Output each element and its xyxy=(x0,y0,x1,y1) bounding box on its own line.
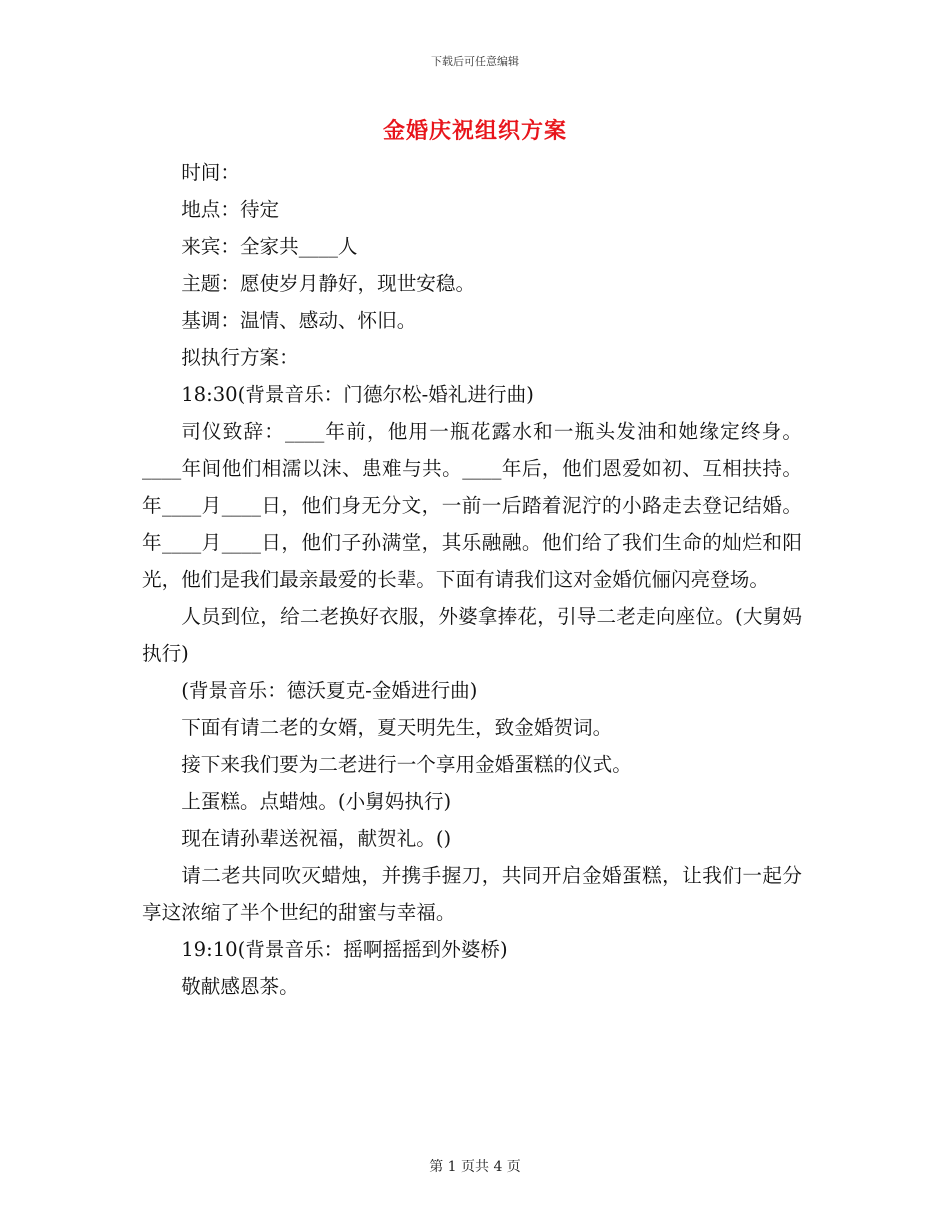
paragraph-dvorak-music: (背景音乐：德沃夏克-金婚进行曲) xyxy=(181,679,478,702)
paragraph-grandchildren-blessings: 现在请孙辈送祝福，献贺礼。() xyxy=(181,827,452,850)
paragraph-cut-cake: 请二老共同吹灭蜡烛，并携手握刀，共同开启金婚蛋糕，让我们一起分享这浓缩了半个世纪的甜蜜与幸福。 xyxy=(142,864,802,924)
paragraph-location: 地点：待定 xyxy=(181,198,280,221)
paragraph-host-speech: 司仪致辞：____年前，他用一瓶花露水和一瓶头发油和她缘定终身。____年间他们相濡以沫、患难与共。____年后，他们恩爱如初、互相扶持。年____月____日，他们身无分文，一前一后踏着泥泞的小路走去登记结婚。年____月____日，他们子孙满堂，其乐融融。他们给了我们生命的灿烂和阳光，他们是我们最亲最爱的长辈。下面有请我们这对金婚伉俪闪亮登场。 xyxy=(142,420,802,591)
page-footer: 第 1 页共 4 页 xyxy=(429,1159,521,1175)
paragraph-son-in-law-speech: 下面有请二老的女婿，夏天明先生，致金婚贺词。 xyxy=(181,716,613,739)
page-header: 下载后可任意编辑 xyxy=(431,55,519,68)
paragraph-plan-heading: 拟执行方案： xyxy=(181,346,299,369)
paragraph-cake-candles: 上蛋糕。点蜡烛。(小舅妈执行) xyxy=(181,790,452,813)
paragraph-theme: 主题：愿使岁月静好，现世安稳。 xyxy=(181,272,476,295)
paragraph-cake-ceremony: 接下来我们要为二老进行一个享用金婚蛋糕的仪式。 xyxy=(181,753,632,776)
paragraph-staff-in-place: 人员到位，给二老换好衣服，外婆拿捧花，引导二老走向座位。(大舅妈执行) xyxy=(142,605,802,665)
document-title: 金婚庆祝组织方案 xyxy=(382,118,567,144)
paragraph-1830-music: 18:30(背景音乐：门德尔松-婚礼进行曲) xyxy=(181,383,534,406)
paragraph-time: 时间： xyxy=(181,161,240,184)
paragraph-1910-music: 19:10(背景音乐：摇啊摇摇到外婆桥) xyxy=(181,938,508,961)
paragraph-tone: 基调：温情、感动、怀旧。 xyxy=(181,309,417,332)
paragraph-guests: 来宾：全家共____人 xyxy=(181,235,358,258)
paragraph-tea-offering: 敬献感恩茶。 xyxy=(181,975,299,998)
document-body xyxy=(142,154,802,1005)
